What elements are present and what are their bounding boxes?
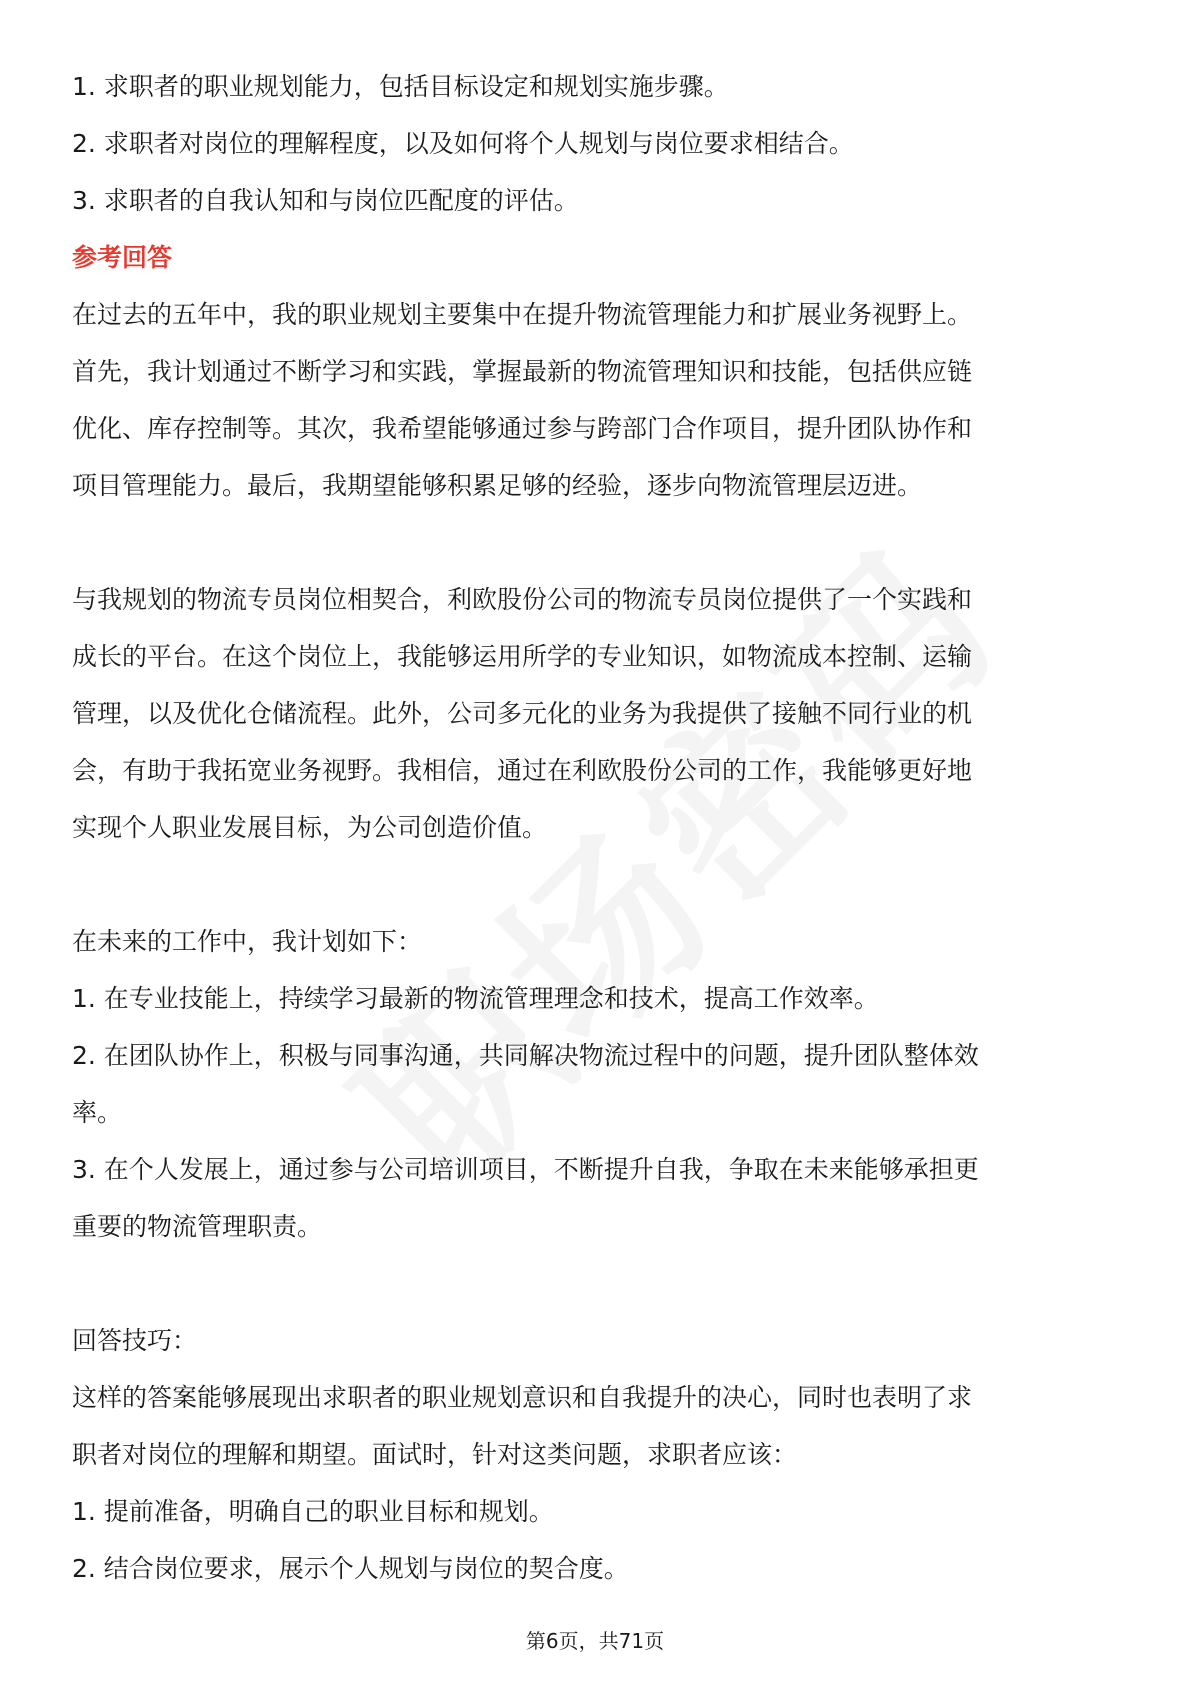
paragraph-spacer xyxy=(72,856,1122,913)
paragraph-line: 成长的平台。在这个岗位上，我能够运用所学的专业知识，如物流成本控制、运输 xyxy=(72,642,973,671)
paragraph-spacer xyxy=(72,1255,1122,1312)
tip-item: 2. 结合岗位要求，展示个人规划与岗位的契合度。 xyxy=(72,1554,629,1583)
answer-paragraph-2 xyxy=(72,571,1122,856)
paragraph-line: 在过去的五年中，我的职业规划主要集中在提升物流管理能力和扩展业务视野上。 xyxy=(72,300,973,329)
evaluation-points xyxy=(72,58,1122,229)
paragraph-line: 与我规划的物流专员岗位相契合，利欧股份公司的物流专员岗位提供了一个实践和 xyxy=(72,585,973,614)
paragraph-line: 实现个人职业发展目标，为公司创造价值。 xyxy=(72,813,548,842)
plan-item: 重要的物流管理职责。 xyxy=(72,1212,323,1241)
paragraph-line: 职者对岗位的理解和期望。面试时，针对这类问题，求职者应该： xyxy=(72,1440,798,1469)
paragraph-spacer xyxy=(72,514,1122,571)
plan-item: 3. 在个人发展上，通过参与公司培训项目，不断提升自我，争取在未来能够承担更 xyxy=(72,1155,979,1184)
paragraph-line: 首先，我计划通过不断学习和实践，掌握最新的物流管理知识和技能，包括供应链 xyxy=(72,357,973,386)
answer-tips xyxy=(72,1312,1122,1597)
paragraph-line: 这样的答案能够展现出求职者的职业规划意识和自我提升的决心，同时也表明了求 xyxy=(72,1383,973,1412)
evaluation-point: 2. 求职者对岗位的理解程度，以及如何将个人规划与岗位要求相结合。 xyxy=(72,129,854,158)
answer-paragraph-3 xyxy=(72,913,1122,1255)
paragraph-line: 会，有助于我拓宽业务视野。我相信，通过在利欧股份公司的工作，我能够更好地 xyxy=(72,756,973,785)
reference-answer-heading: 参考回答 xyxy=(72,243,173,272)
paragraph-line: 项目管理能力。最后，我期望能够积累足够的经验，逐步向物流管理层迈进。 xyxy=(72,471,923,500)
plan-item: 率。 xyxy=(72,1098,123,1127)
tip-item: 1. 提前准备，明确自己的职业目标和规划。 xyxy=(72,1497,554,1526)
document-body xyxy=(72,58,1122,1597)
evaluation-point: 3. 求职者的自我认知和与岗位匹配度的评估。 xyxy=(72,186,579,215)
paragraph-line: 管理，以及优化仓储流程。此外，公司多元化的业务为我提供了接触不同行业的机 xyxy=(72,699,973,728)
tips-heading: 回答技巧： xyxy=(72,1326,198,1355)
plan-item: 2. 在团队协作上，积极与同事沟通，共同解决物流过程中的问题，提升团队整体效 xyxy=(72,1041,979,1070)
paragraph-line: 优化、库存控制等。其次，我希望能够通过参与跨部门合作项目，提升团队协作和 xyxy=(72,414,973,443)
paragraph-line: 在未来的工作中，我计划如下： xyxy=(72,927,423,956)
answer-paragraph-1 xyxy=(72,286,1122,514)
page-number: 第6页，共71页 xyxy=(525,1629,665,1653)
plan-item: 1. 在专业技能上，持续学习最新的物流管理理念和技术，提高工作效率。 xyxy=(72,984,879,1013)
evaluation-point: 1. 求职者的职业规划能力，包括目标设定和规划实施步骤。 xyxy=(72,72,729,101)
